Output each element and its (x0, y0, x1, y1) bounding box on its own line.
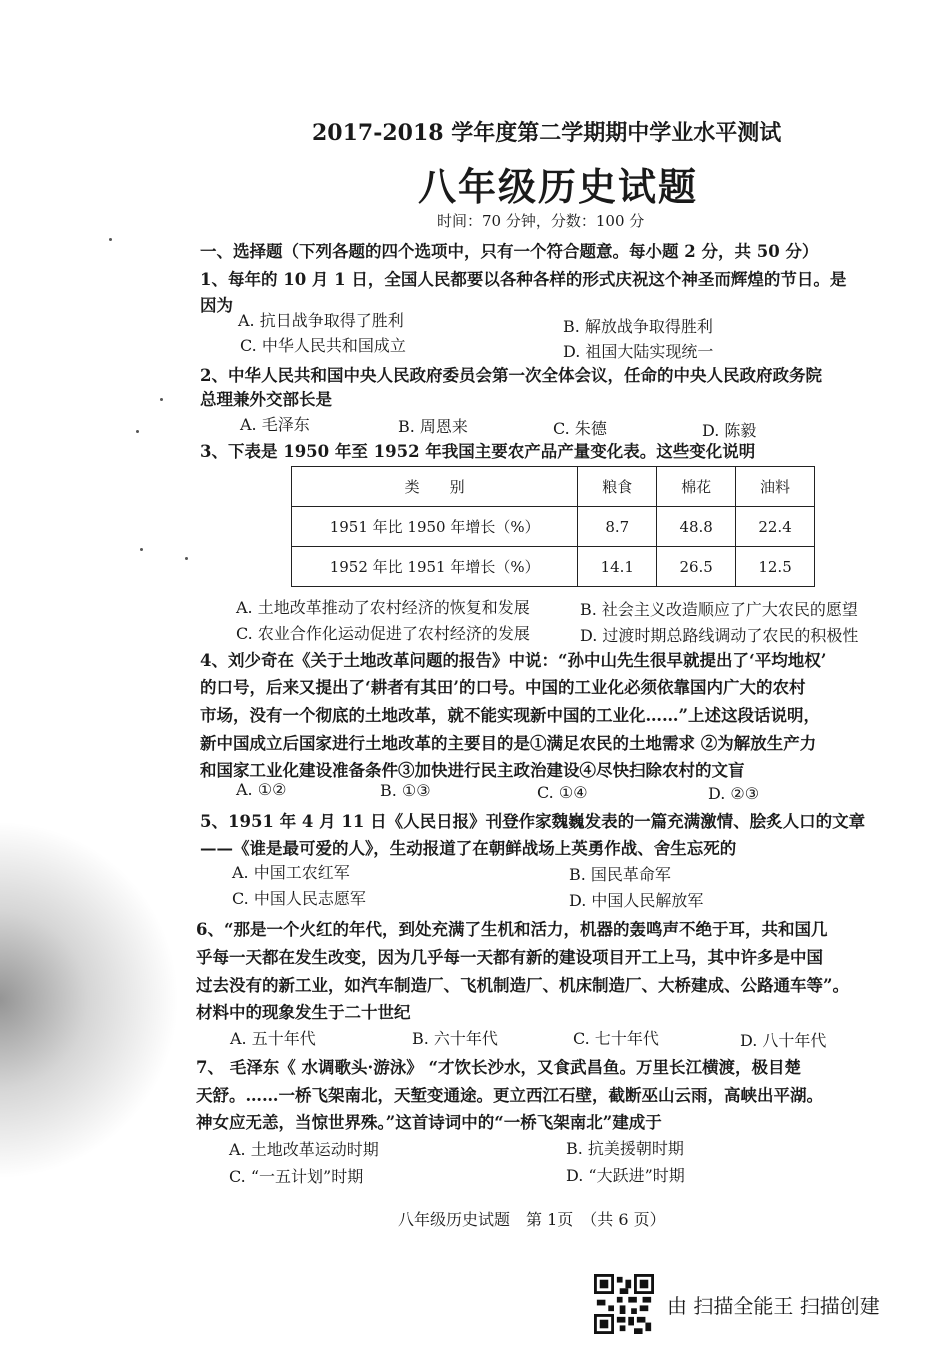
q3-option-d: D. 过渡时期总路线调动了农民的积极性 (580, 626, 859, 645)
q6-stem-line4: 材料中的现象发生于二十世纪 (196, 1003, 411, 1022)
table-row (292, 547, 815, 587)
q3-stem: 3、下表是 1950 年至 1952 年我国主要农产品产量变化表。这些变化说明 (200, 442, 756, 461)
q1-option-b: B. 解放战争取得胜利 (563, 317, 713, 336)
scan-speck (185, 557, 188, 560)
exam-subtitle: 2017-2018 学年度第二学期期中学业水平测试 (312, 120, 782, 146)
q4-stem-line2: 的口号，后来又提出了‘耕者有其田’的口号。中国的工业化必须依靠国内广大的农村 (200, 678, 806, 697)
section-heading: 一、选择题（下列各题的四个选项中，只有一个符合题意。每小题 2 分，共 50 分） (200, 242, 819, 261)
q2-option-b: B. 周恩来 (398, 417, 468, 436)
table-cell: 14.1 (578, 547, 657, 587)
production-table (291, 466, 815, 587)
scanner-watermark-text: 由 扫描全能王 扫描创建 (667, 1294, 880, 1318)
q6-option-d: D. 八十年代 (740, 1031, 827, 1050)
table-header-row (292, 467, 815, 507)
qr-code-icon (594, 1274, 654, 1334)
q5-option-a: A. 中国工农红军 (232, 863, 350, 882)
q2-stem-line2: 总理兼外交部长是 (200, 390, 332, 409)
table-header-cell: 油料 (736, 467, 815, 507)
q1-option-d: D. 祖国大陆实现统一 (563, 342, 714, 361)
scan-speck (136, 430, 139, 433)
q4-stem-line3: 市场，没有一个彻底的土地改革，就不能实现新中国的工业化……”上述这段话说明， (200, 706, 820, 725)
q3-option-a: A. 土地改革推动了农村经济的恢复和发展 (236, 598, 530, 617)
q5-option-d: D. 中国人民解放军 (569, 891, 704, 910)
q4-option-c: C. ①④ (537, 783, 588, 802)
scan-speck (160, 398, 163, 401)
q7-stem-line1: 7、 毛泽东《 水调歌头·游泳》 “才饮长沙水，又食武昌鱼。万里长江横渡，极目楚 (196, 1058, 801, 1077)
q6-option-b: B. 六十年代 (412, 1029, 498, 1048)
q5-stem-line1: 5、1951 年 4 月 11 日《人民日报》刊登作家魏巍发表的一篇充满激情、脍炙人口的文章 (200, 812, 866, 831)
q6-stem-line2: 乎每一天都在发生改变，因为几乎每一天都有新的建设项目开工上马，其中许多是中国 (196, 948, 823, 967)
q1-option-c: C. 中华人民共和国成立 (240, 336, 406, 355)
table-header-cell: 类 别 (292, 467, 578, 507)
q1-stem-line1: 1、每年的 10 月 1 日，全国人民都要以各种各样的形式庆祝这个神圣而辉煌的节日。是 (200, 270, 847, 289)
q5-option-c: C. 中国人民志愿军 (232, 889, 366, 908)
q5-stem-line2: ——《谁是最可爱的人》，生动报道了在朝鲜战场上英勇作战、舍生忘死的 (200, 839, 737, 858)
q7-stem-line2: 天舒。……一桥飞架南北，天堑变通途。更立西江石壁，截断巫山云雨，高峡出平湖。 (196, 1086, 823, 1105)
table-cell: 1952 年比 1951 年增长（%） (292, 547, 578, 587)
q5-option-b: B. 国民革命军 (569, 865, 671, 884)
scan-speck (109, 238, 112, 241)
q2-option-c: C. 朱德 (553, 419, 607, 438)
page-footer: 八年级历史试题 第 1页 （共 6 页） (398, 1210, 666, 1229)
q2-option-a: A. 毛泽东 (240, 415, 310, 434)
q2-stem-line1: 2、中华人民共和国中央人民政府委员会第一次全体会议，任命的中央人民政府政务院 (200, 366, 822, 385)
table-cell: 12.5 (736, 547, 815, 587)
q2-option-d: D. 陈毅 (702, 421, 757, 440)
q4-option-a: A. ①② (236, 780, 287, 799)
q6-stem-line3: 过去没有的新工业，如汽车制造厂、飞机制造厂、机床制造厂、大桥建成、公路通车等”。 (196, 976, 849, 995)
q4-option-d: D. ②③ (708, 784, 760, 803)
exam-title: 八年级历史试题 (418, 164, 699, 209)
table-cell: 1951 年比 1950 年增长（%） (292, 507, 578, 547)
q6-stem-line1: 6、“那是一个火红的年代，到处充满了生机和活力，机器的轰鸣声不绝于耳，共和国几 (196, 920, 828, 939)
table-cell: 48.8 (657, 507, 736, 547)
scan-speck (140, 548, 143, 551)
table-header-cell: 粮食 (578, 467, 657, 507)
table-cell: 22.4 (736, 507, 815, 547)
q7-option-c: C. “一五计划”时期 (229, 1167, 364, 1186)
q7-option-b: B. 抗美援朝时期 (566, 1139, 684, 1158)
q4-stem-line1: 4、刘少奇在《关于土地改革问题的报告》中说：“孙中山先生很早就提出了‘平均地权’ (200, 651, 827, 670)
q6-option-a: A. 五十年代 (230, 1029, 316, 1048)
q4-stem-line4: 新中国成立后国家进行土地改革的主要目的是①满足农民的土地需求 ②为解放生产力 (200, 734, 817, 753)
q7-option-a: A. 土地改革运动时期 (229, 1140, 379, 1159)
q6-option-c: C. 七十年代 (573, 1029, 659, 1048)
table-header-cell: 棉花 (657, 467, 736, 507)
q1-option-a: A. 抗日战争取得了胜利 (238, 311, 404, 330)
table-cell: 26.5 (657, 547, 736, 587)
table-row (292, 507, 815, 547)
table-cell: 8.7 (578, 507, 657, 547)
q4-stem-line5: 和国家工业化建设准备条件③加快进行民主政治建设④尽快扫除农村的文盲 (200, 761, 745, 780)
q7-option-d: D. “大跃进”时期 (566, 1166, 685, 1185)
q4-option-b: B. ①③ (380, 781, 431, 800)
q1-stem-line2: 因为 (200, 296, 233, 315)
q3-option-c: C. 农业合作化运动促进了农村经济的发展 (236, 624, 530, 643)
time-info: 时间：70 分钟，分数：100 分 (437, 212, 645, 230)
q3-option-b: B. 社会主义改造顺应了广大农民的愿望 (580, 600, 858, 619)
q7-stem-line3: 神女应无恙，当惊世界殊。”这首诗词中的“一桥飞架南北”建成于 (196, 1113, 662, 1132)
